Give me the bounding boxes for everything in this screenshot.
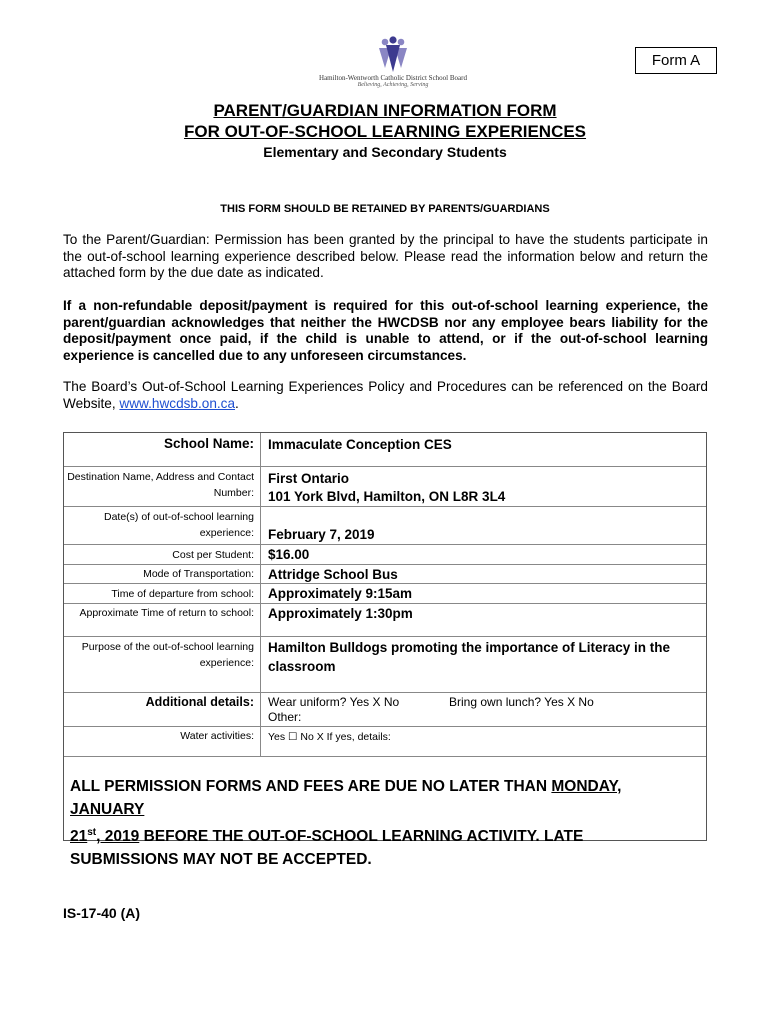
table-row-school-name [64,433,706,467]
destination-label: Destination Name, Address and Contact Number: [67,471,254,499]
table-row-return [64,604,706,637]
destination-address-value: 101 York Blvd, Hamilton, ON L8R 3L4 [268,489,506,504]
deadline-date-year: , 2019 [96,828,140,846]
board-motto: Believing, Achieving, Serving [357,82,429,88]
retain-notice: THIS FORM SHOULD BE RETAINED BY PARENTS/GUARDIANS [220,203,550,215]
departure-label: Time of departure from school: [111,588,254,600]
additional-details-label: Additional details: [145,695,254,709]
deadline-text-1: ALL PERMISSION FORMS AND FEES ARE DUE NO LATER THAN [70,778,552,795]
other-value: Other: [268,710,302,724]
policy-text: The Board’s Out-of-School Learning Experiences Policy and Procedures can be referenced on the Board Website, [63,379,708,411]
deadline-date-day: 21 [70,828,88,846]
form-title-line1: PARENT/GUARDIAN INFORMATION FORM [213,101,557,120]
deadline-date-month: MONDAY, JANUARY [70,778,622,818]
cost-label: Cost per Student: [172,549,254,561]
table-row-additional [64,693,706,727]
deadline-date-suffix: st [87,827,97,838]
table-row-cost [64,545,706,565]
purpose-value: Hamilton Bulldogs promoting the importance of Literacy in the classroom [268,640,671,674]
board-logo [318,36,468,89]
transport-value: Attridge School Bus [268,567,398,582]
board-website-link[interactable]: www.hwcdsb.on.ca [119,395,236,411]
form-tag: Form A [635,47,717,74]
deadline-text-2: BEFORE THE OUT-OF-SCHOOL LEARNING ACTIVITY. LATE SUBMISSIONS MAY NOT BE ACCEPTED. [70,828,584,869]
transport-label: Mode of Transportation: [143,568,254,580]
form-subtitle: Elementary and Secondary Students [263,144,507,160]
water-activities-value: Yes ☐ No X If yes, details: [268,731,391,743]
school-name-value: Immaculate Conception CES [268,437,452,452]
return-label: Approximate Time of return to school: [79,607,254,619]
school-name-label: School Name: [163,436,254,451]
water-activities-label: Water activities: [180,730,254,742]
board-name: Hamilton-Wentworth Catholic District School Board [319,74,467,82]
form-code: IS-17-40 (A) [63,905,141,921]
dates-label: Date(s) of out-of-school learning experience: [104,511,254,539]
table-row-purpose [64,637,706,693]
cost-value: $16.00 [268,547,310,562]
dates-value: February 7, 2019 [268,527,375,542]
table-row-dates [64,507,706,545]
board-logo-emblem-icon [373,36,413,74]
liability-warning: If a non-refundable deposit/payment is required for this out-of-school learning experience, the parent/guardian acknowledges that neither the HWCDSB nor any employee bears liability for the deposit/payment once paid, if the child is unable to attend, or if the out-of-school learning experience is cancelled due to any unforeseen circumstances. [63,298,708,363]
departure-value: Approximately 9:15am [268,586,413,601]
policy-end: . [235,395,239,411]
destination-name-value: First Ontario [268,471,350,486]
trip-info-table [63,432,707,869]
deadline-notice [70,775,690,871]
purpose-label: Purpose of the out-of-school learning experience: [81,641,254,669]
return-value: Approximately 1:30pm [268,606,413,621]
table-row-departure [64,584,706,604]
table-row-destination [64,467,706,507]
uniform-value: Wear uniform? Yes X No [268,695,400,709]
lunch-value: Bring own lunch? Yes X No [449,695,594,709]
form-title-line2: FOR OUT-OF-SCHOOL LEARNING EXPERIENCES [183,122,587,141]
table-row-transport [64,565,706,584]
table-row-water [64,727,706,757]
policy-paragraph [63,379,708,412]
intro-paragraph: To the Parent/Guardian: Permission has been granted by the principal to have the students participate in the out-of-school learning experience described below. Please read the information below and return the attached form by the due date as indicated. [63,232,708,281]
